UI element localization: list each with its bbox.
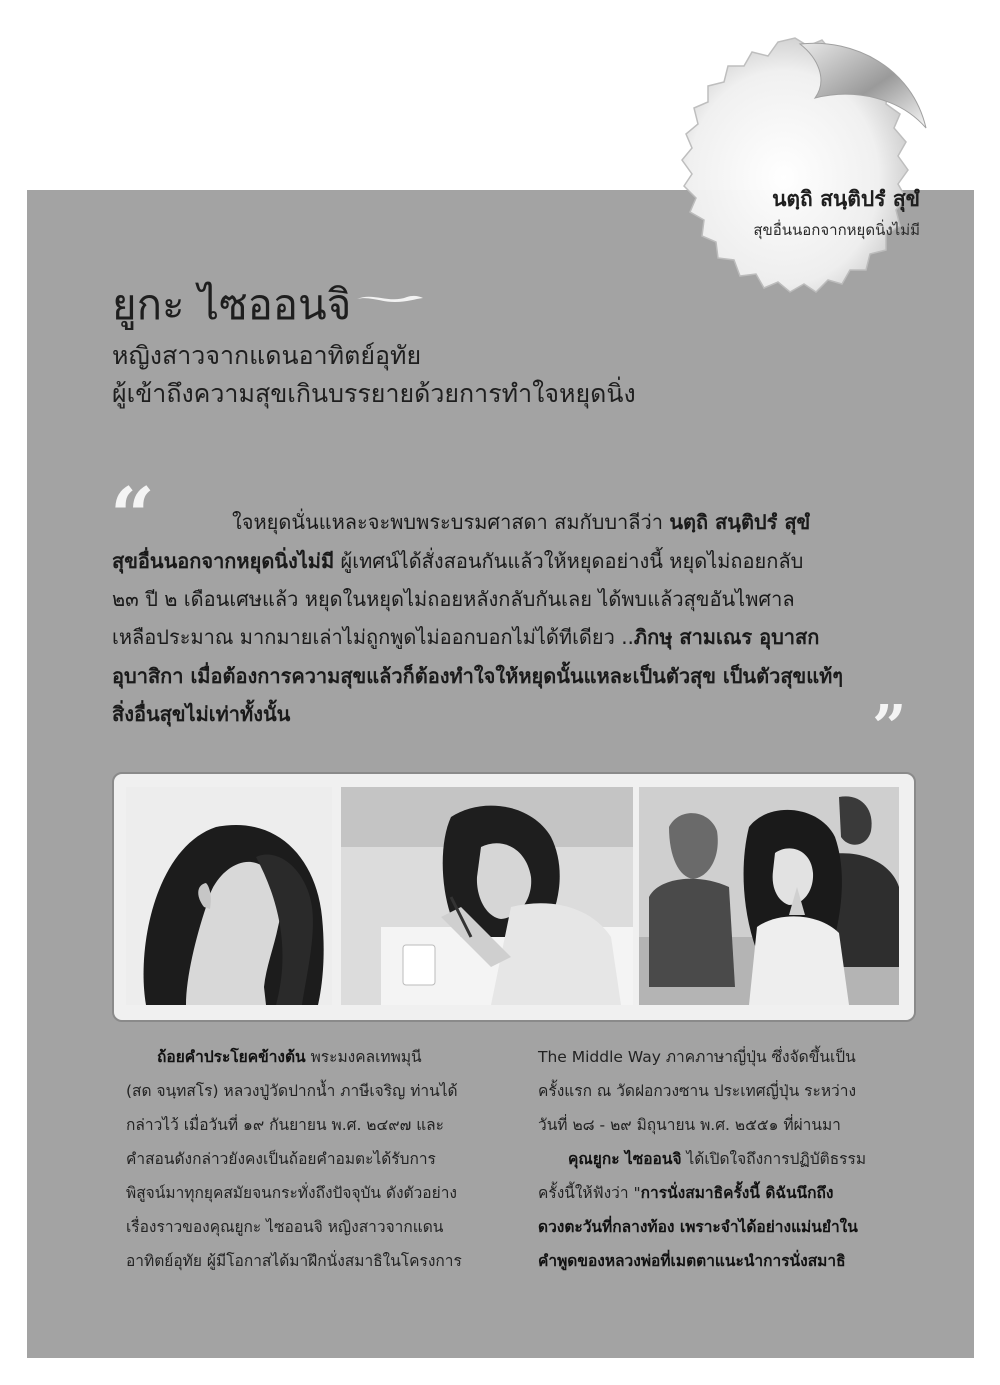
article-title: ยูกะ ไซออนจิ (112, 280, 352, 329)
photo-profile-portrait (126, 787, 332, 1005)
quote-line-3: ๒๓ ปี ๒ เดือนเศษแล้ว หยุดในหยุดไม่ถอยหลังกลับกันเลย ได้พบแล้วสุขอันไพศาล (112, 587, 795, 611)
body-left-line-5: พิสูจน์มาทุกยุคสมัยจนกระทั่งถึงปัจจุบัน ดังตัวอย่าง (126, 1184, 457, 1202)
badge-subtitle: สุขอื่นนอกจากหยุดนิ่งไม่มี (753, 221, 920, 239)
close-quote-mark: ” (872, 693, 907, 763)
quote-line-5: อุบาสิกา เมื่อต้องการความสุขแล้วก็ต้องทำใจให้หยุดนั้นแหละเป็นตัวสุข เป็นตัวสุขแท้ๆ (112, 664, 844, 688)
swash-ornament (355, 290, 425, 306)
body-left-line-6: เรื่องราวของคุณยูกะ ไซออนจิ หญิงสาวจากแดน (126, 1218, 444, 1236)
body-left-line-2: (สด จนฺทสโร) หลวงปู่วัดปากน้ำ ภาษีเจริญ ท่านได้ (126, 1082, 458, 1100)
sticker-badge (650, 28, 940, 318)
photo-meditation-group (639, 787, 899, 1005)
photo-writing-woman (341, 787, 633, 1005)
body-right-line-1: The Middle Way ภาคภาษาญี่ปุ่น ซึ่งจัดขึ้นเป็น (538, 1048, 856, 1066)
quote-line-2: สุขอื่นนอกจากหยุดนิ่งไม่มี ผู้เทศน์ได้สั่งสอนกันแล้วให้หยุดอย่างนี้ หยุดไม่ถอยกลับ (112, 549, 804, 573)
body-right-line-2: ครั้งแรก ณ วัดฝอกวงซาน ประเทศญี่ปุ่น ระหว่าง (538, 1082, 857, 1100)
body-left-line-4: คำสอนดังกล่าวยังคงเป็นถ้อยคำอมตะได้รับการ (126, 1150, 436, 1168)
body-left-line-3: กล่าวไว้ เมื่อวันที่ ๑๙ กันยายน พ.ศ. ๒๔๙๗ และ (126, 1116, 445, 1134)
body-right-line-5: ครั้งนี้ให้ฟังว่า "การนั่งสมาธิครั้งนี้ ดิฉันนึกถึง (538, 1184, 834, 1202)
body-left-line-7: อาทิตย์อุทัย ผู้มีโอกาสได้มาฝึกนั่งสมาธิในโครงการ (126, 1252, 462, 1270)
article-subtitle-2: ผู้เข้าถึงความสุขเกินบรรยายด้วยการทำใจหยุดนิ่ง (112, 379, 636, 408)
body-right-line-6: ดวงตะวันที่กลางท้อง เพราะจำได้อย่างแม่นยำใน (538, 1218, 858, 1236)
quote-line-1: ใจหยุดนั่นแหละจะพบพระบรมศาสดา สมกับบาลีว่า นตฺถิ สนฺติปรํ สุขํ (232, 510, 811, 534)
open-quote-mark: “ (110, 471, 155, 562)
quote-line-6: สิ่งอื่นสุขไม่เท่าทั้งนั้น (112, 702, 291, 726)
article-subtitle-1: หญิงสาวจากแดนอาทิตย์อุทัย (112, 341, 422, 370)
badge-title: นตฺถิ สนฺติปรํ สุขํ (772, 187, 920, 211)
quote-line-4: เหลือประมาณ มากมายเล่าไม่ถูกพูดไม่ออกบอกไม่ได้ทีเดียว ..ภิกษุ สามเณร อุบาสก (112, 625, 820, 649)
body-right-line-4: คุณยูกะ ไซออนจิ ได้เปิดใจถึงการปฏิบัติธรรม (568, 1150, 867, 1168)
body-right-line-3: วันที่ ๒๘ - ๒๙ มิถุนายน พ.ศ. ๒๕๕๑ ที่ผ่านมา (538, 1116, 841, 1134)
body-right-line-7: คำพูดของหลวงพ่อที่เมตตาแนะนำการนั่งสมาธิ (538, 1252, 846, 1270)
body-left-line-1: ถ้อยคำประโยคข้างต้น พระมงคลเทพมุนี (157, 1048, 422, 1066)
